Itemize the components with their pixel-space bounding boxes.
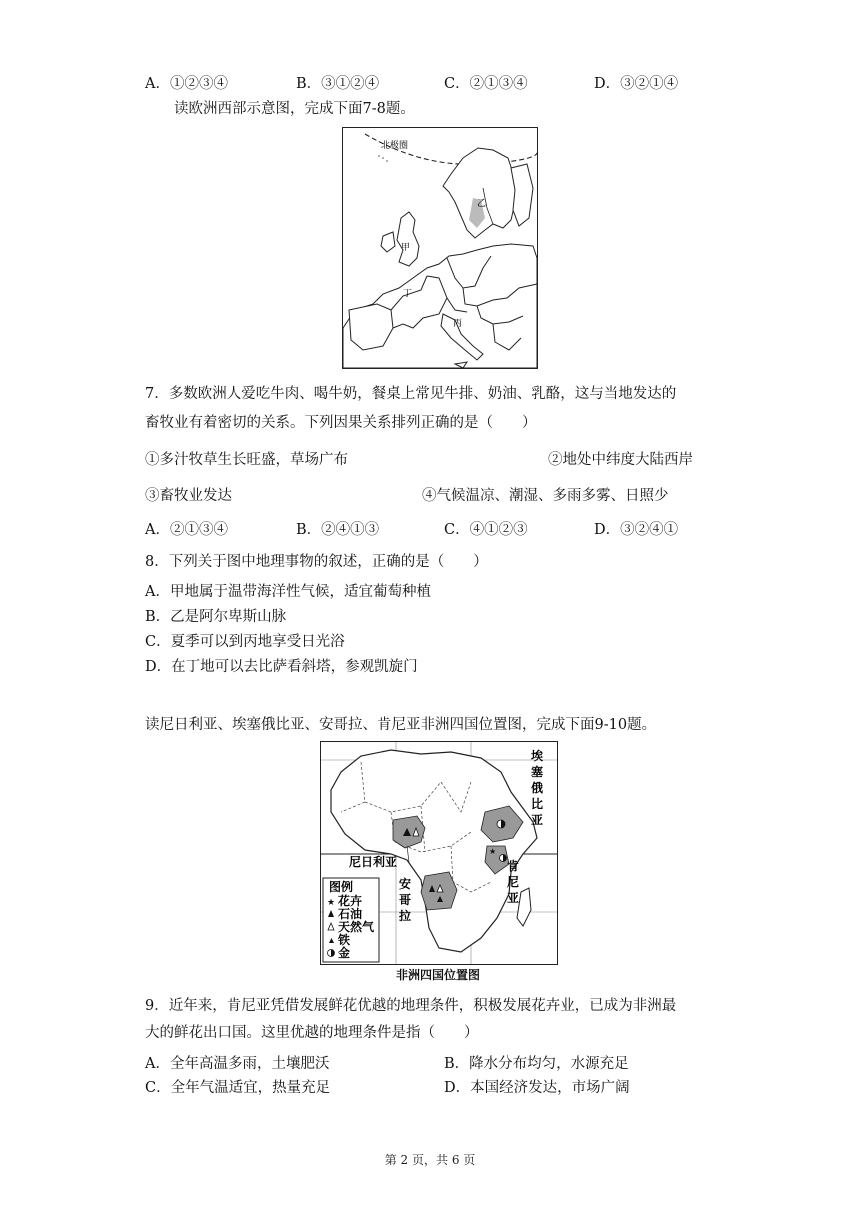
legend-gold: 金 (338, 946, 351, 960)
q9-line1: 9．近年来，肯尼亚凭借发展鲜花优越的地理条件，积极发展花卉业，已成为非洲最 (145, 998, 677, 1014)
europe-map-drawing (343, 128, 537, 368)
q8-option-b: B．乙是阿尔卑斯山脉 (145, 609, 287, 625)
q8-option-c: C．夏季可以到丙地享受日光浴 (145, 634, 345, 650)
q7-option-d: D．③②④① (594, 522, 679, 538)
q7-option-c: C．④①②③ (444, 522, 528, 538)
intro-7-8: 读欧洲西部示意图，完成下面7-8题。 (174, 101, 415, 117)
ethiopia-label-2: 塞 (531, 765, 544, 779)
q9-line2: 大的鲜花出口国。这里优越的地理条件是指（ ） (145, 1025, 479, 1041)
intro-9-10: 读尼日利亚、埃塞俄比亚、安哥拉、肯尼亚非洲四国位置图，完成下面9-10题。 (145, 717, 657, 733)
legend-flower: 花卉 (338, 894, 363, 908)
africa-map (320, 741, 558, 965)
africa-map-caption: 非洲四国位置图 (396, 968, 481, 982)
angola-label-2: 哥 (399, 893, 412, 907)
angola-label-1: 安 (399, 877, 412, 891)
prev-option-c: C．②①③④ (444, 76, 528, 92)
q7-line2: 畜牧业有着密切的关系。下列因果关系排列正确的是（ ） (145, 415, 537, 431)
ethiopia-label-4: 比 (531, 797, 544, 811)
jia-label: 甲 (401, 243, 411, 253)
africa-map-drawing (321, 742, 557, 964)
arctic-circle-label: 北极圈 (381, 141, 409, 151)
q8-option-a: A．甲地属于温带海洋性气候，适宜葡萄种植 (145, 584, 431, 600)
q7-option-b: B．②④①③ (296, 522, 380, 538)
yi-label: 乙 (477, 199, 487, 209)
ethiopia-label-1: 埃 (531, 749, 544, 763)
legend-iron: 铁 (338, 933, 351, 947)
q9-option-d: D．本国经济发达，市场广阔 (444, 1080, 630, 1096)
q9-option-a: A．全年高温多雨，土壤肥沃 (145, 1056, 330, 1072)
q9-option-b: B．降水分布均匀，水源充足 (444, 1056, 629, 1072)
legend-gas: 天然气 (338, 920, 375, 934)
q7-statement-1: ①多汁牧草生长旺盛，草场广布 (145, 452, 348, 468)
legend-title: 图例 (329, 880, 354, 894)
ding-label: 丁 (403, 289, 413, 299)
legend-oil: 石油 (338, 907, 363, 921)
page-footer: 第 2 页，共 6 页 (384, 1153, 476, 1167)
prev-option-d: D．③②①④ (594, 76, 679, 92)
q7-line1: 7．多数欧洲人爱吃牛肉、喝牛奶，餐桌上常见牛排、奶油、乳酪，这与当地发达的 (145, 386, 677, 402)
bing-label: 丙 (453, 319, 463, 329)
q7-statement-3: ③畜牧业发达 (145, 488, 232, 504)
q8-stem: 8．下列关于图中地理事物的叙述，正确的是（ ） (145, 554, 488, 570)
q9-option-c: C．全年气温适宜，热量充足 (145, 1080, 331, 1096)
kenya-label-3: 亚 (507, 891, 520, 905)
q8-option-d: D．在丁地可以去比萨看斜塔，参观凯旋门 (145, 659, 418, 675)
kenya-label-2: 尼 (507, 875, 520, 889)
kenya-label-1: 肯 (507, 859, 520, 873)
ethiopia-label-3: 俄 (531, 781, 544, 795)
prev-option-b: B．③①②④ (296, 76, 380, 92)
svg-text:★: ★ (327, 898, 336, 908)
ethiopia-label-5: 亚 (531, 813, 544, 827)
q7-statement-4: ④气候温凉、潮湿、多雨多雾、日照少 (422, 488, 669, 504)
nigeria-label: 尼日利亚 (349, 855, 398, 869)
angola-label-3: 拉 (399, 909, 412, 923)
prev-option-a: A．①②③④ (145, 76, 228, 92)
q7-option-a: A．②①③④ (145, 522, 228, 538)
europe-map (342, 127, 538, 369)
q7-statement-2: ②地处中纬度大陆西岸 (548, 452, 693, 468)
svg-text:★: ★ (489, 847, 497, 856)
